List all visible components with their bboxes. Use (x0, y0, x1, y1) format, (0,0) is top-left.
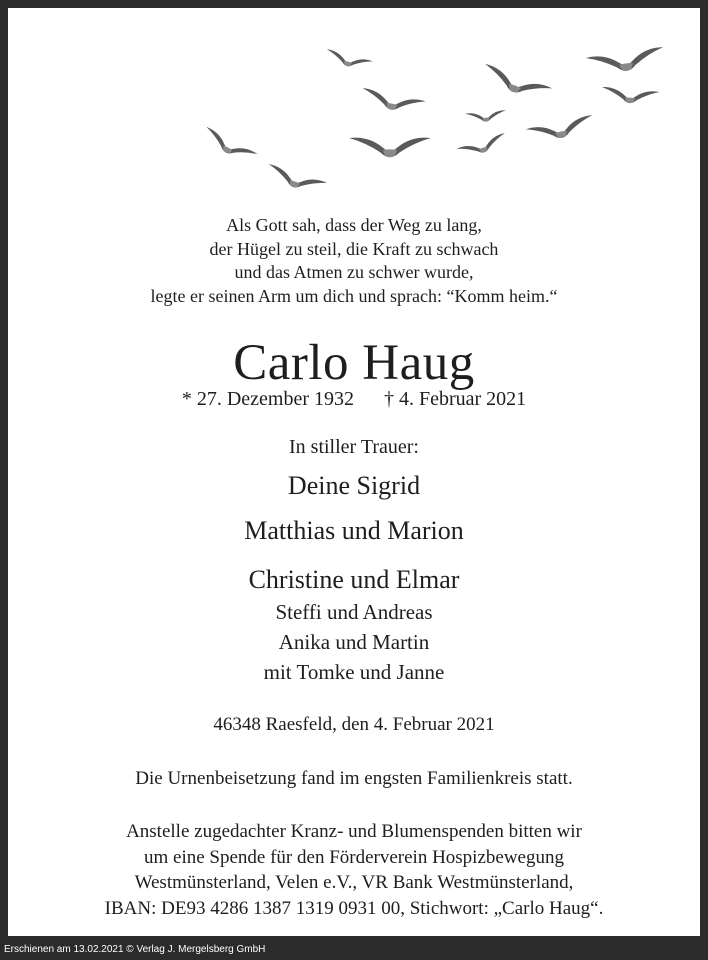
life-dates (8, 386, 700, 412)
seagull (465, 110, 506, 123)
seagull (359, 88, 425, 117)
publication-footer: Erschienen am 13.02.2021 © Verlag J. Mergelsberg GmbH (4, 944, 266, 955)
mourner-line: Steffi und Andreas (275, 600, 433, 624)
donation-line: Westmünsterland, Velen e.V., VR Bank Westmünsterland, (134, 872, 574, 893)
donation-request (8, 819, 700, 921)
mourner-line: Matthias und Marion (244, 516, 464, 545)
donation-line: um eine Spende für den Förderverein Hospizbewegung (144, 846, 564, 868)
obituary-notice (8, 8, 700, 936)
seagull (601, 87, 660, 106)
seagull (526, 115, 596, 145)
seagull (264, 164, 327, 197)
mourner-line: Christine und Elmar (248, 565, 460, 594)
seagull (456, 133, 508, 160)
seagull (324, 49, 373, 72)
mourning-intro: In stiller Trauer: (289, 436, 419, 458)
seagull (586, 47, 666, 76)
burial-note: Die Urnenbeisetzung fand im engsten Familienkreis statt. (135, 768, 573, 789)
mourner-line: mit Tomke und Janne (263, 660, 445, 684)
seagull (200, 127, 258, 166)
poem-line: Als Gott sah, dass der Weg zu lang, (226, 215, 482, 235)
poem-line: der Hügel zu steil, die Kraft zu schwach (209, 238, 499, 259)
deceased-name: Carlo Haug (233, 335, 475, 391)
donation-line: IBAN: DE93 4286 1387 1319 0931 00, Stichwort: „Carlo Haug“. (104, 897, 604, 919)
poem-line: legte er seinen Arm um dich und sprach: “Komm heim.“ (150, 285, 558, 306)
seagull (349, 138, 431, 158)
donation-line: Anstelle zugedachter Kranz- und Blumenspenden bitten wir (126, 821, 582, 842)
poem (8, 214, 700, 308)
mourner-line: Anika und Martin (278, 630, 430, 654)
birth-date: * 27. Dezember 1932 (181, 388, 354, 410)
poem-line: und das Atmen zu schwer wurde, (234, 262, 474, 282)
seagull (479, 64, 552, 105)
seagulls-illustration (8, 8, 700, 208)
mourner-line: Deine Sigrid (287, 471, 421, 500)
death-date: † 4. Februar 2021 (383, 388, 527, 410)
place-and-date: 46348 Raesfeld, den 4. Februar 2021 (213, 714, 495, 735)
